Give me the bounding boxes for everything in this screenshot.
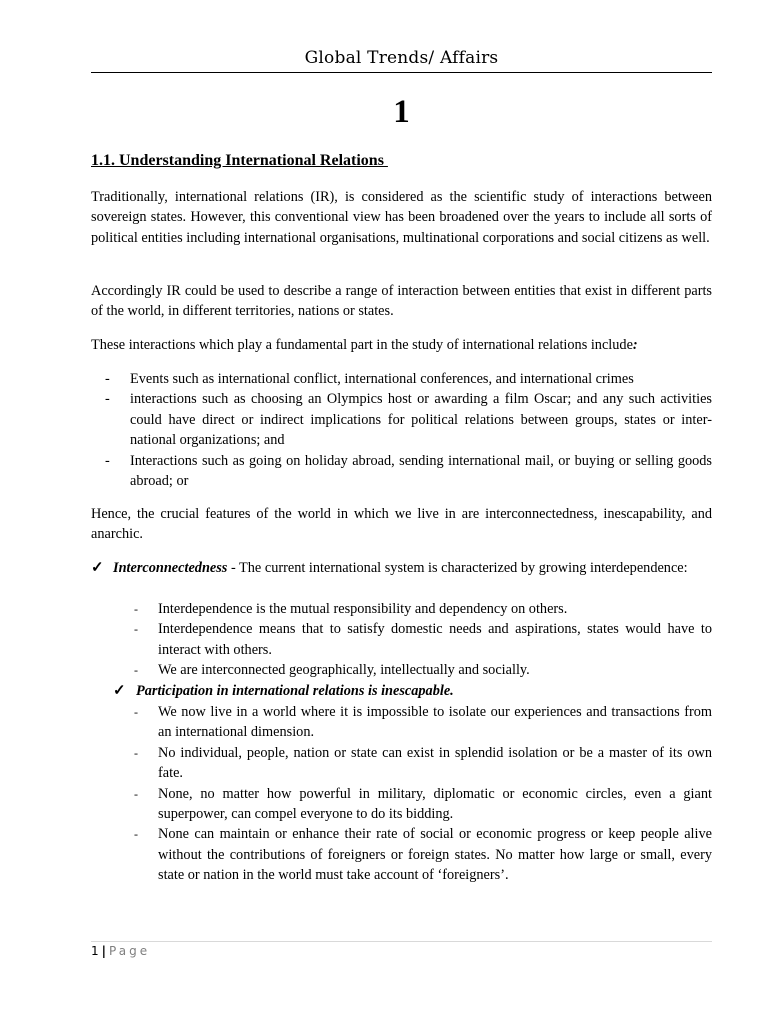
- dash-bullet: -: [105, 371, 110, 387]
- list-item: [91, 702, 712, 743]
- list-item: [91, 660, 712, 680]
- dash-bullet: -: [134, 745, 138, 760]
- running-header: Global Trends/ Affairs: [304, 48, 499, 68]
- page-number: 1: [91, 944, 99, 958]
- dash-bullet: -: [134, 705, 138, 719]
- list-item-text: We are interconnected geographically, intellectually and socially.: [158, 662, 530, 679]
- checkmark-icon: ✓: [91, 560, 104, 576]
- list-item-text: Interdependence is the mutual responsibility and dependency on others.: [158, 601, 568, 617]
- dash-bullet: -: [105, 452, 110, 469]
- paragraph-interactions-intro-text: These interactions which play a fundamental part in the study of international relations include: [91, 337, 633, 353]
- inescapability-heading: Participation in international relations is inescapable.: [136, 683, 454, 699]
- checkmark-icon: ✓: [113, 683, 126, 699]
- dash-bullet: -: [134, 827, 138, 842]
- dash-bullet: -: [134, 663, 138, 678]
- paragraph-ir-scope: Accordingly IR could be used to describe a range of interaction between entities that exist in different parts of the world, in different territories, nations or states.: [91, 283, 712, 320]
- dash-bullet: -: [105, 391, 110, 408]
- checklist-item-inescapability: [113, 681, 712, 701]
- intro-colon: :: [632, 337, 638, 353]
- list-item: [91, 451, 712, 492]
- footer-separator: |: [101, 944, 107, 958]
- paragraph-interactions-intro: [91, 335, 712, 355]
- interconnectedness-description: - The current international system is characterized by growing interdependence:: [227, 560, 688, 576]
- paragraph-crucial-features: Hence, the crucial features of the world in which we live in are interconnectedness, inescapability, and anarchic.: [91, 506, 712, 543]
- list-item: [91, 599, 712, 619]
- page-label: Page: [109, 944, 151, 958]
- interconnectedness-text: [91, 558, 712, 578]
- list-item: [91, 369, 712, 389]
- list-item-text: Interdependence means that to satisfy domestic needs and aspirations, states would have to interact with others.: [158, 621, 712, 658]
- list-item-text: We now live in a world where it is impossible to isolate our experiences and transactions from an international dimension.: [158, 704, 712, 741]
- list-item-text: Events such as international conflict, international conferences, and international crimes: [130, 371, 634, 387]
- inescapability-points: [91, 702, 712, 886]
- interconnectedness-points: [91, 599, 712, 681]
- list-item-text: Interactions such as going on holiday abroad, sending international mail, or buying or selling goods abroad; or: [130, 452, 712, 490]
- checklist-item-interconnectedness: [91, 558, 712, 578]
- dash-bullet: -: [134, 622, 138, 637]
- paragraph-ir-definition: Traditionally, international relations (IR), is considered as the scientific study of interactions between sovereign states. However, this conventional view has been broadened over the years to include all sorts of political entities including international organisations, multinational corporations and social citizens as well.: [91, 189, 712, 246]
- chapter-number: 1: [393, 94, 410, 130]
- list-item: [91, 784, 712, 825]
- list-item: [91, 743, 712, 784]
- list-item-text: interactions such as choosing an Olympics host or awarding a film Oscar; and any such activities could have direct or indirect implications for political relations between groups, states or inter-national organizations; and: [130, 391, 712, 449]
- page-footer: [91, 942, 150, 960]
- section-heading: 1.1. Understanding International Relations: [91, 152, 388, 169]
- list-item-text: No individual, people, nation or state can exist in splendid isolation or be a master of its own fate.: [158, 744, 712, 782]
- interconnectedness-term: Interconnectedness: [113, 560, 228, 576]
- list-item: [91, 389, 712, 450]
- interaction-examples-list: [91, 369, 712, 491]
- header-rule: [91, 72, 712, 73]
- dash-bullet: -: [134, 602, 138, 616]
- footer-rule: [91, 941, 712, 942]
- list-item-text: None, no matter how powerful in military, diplomatic or economic circles, even a giant superpower, can compel everyone to do its bidding.: [158, 785, 712, 823]
- list-item: [91, 619, 712, 660]
- document-page: [91, 0, 712, 1024]
- list-item-text: None can maintain or enhance their rate of social or economic progress or keep people alive without the contributions of foreigners or foreign states. No matter how large or small, every state or nation in the world must take account of ‘foreigners’.: [158, 826, 712, 884]
- list-item: [91, 824, 712, 885]
- dash-bullet: -: [134, 786, 138, 801]
